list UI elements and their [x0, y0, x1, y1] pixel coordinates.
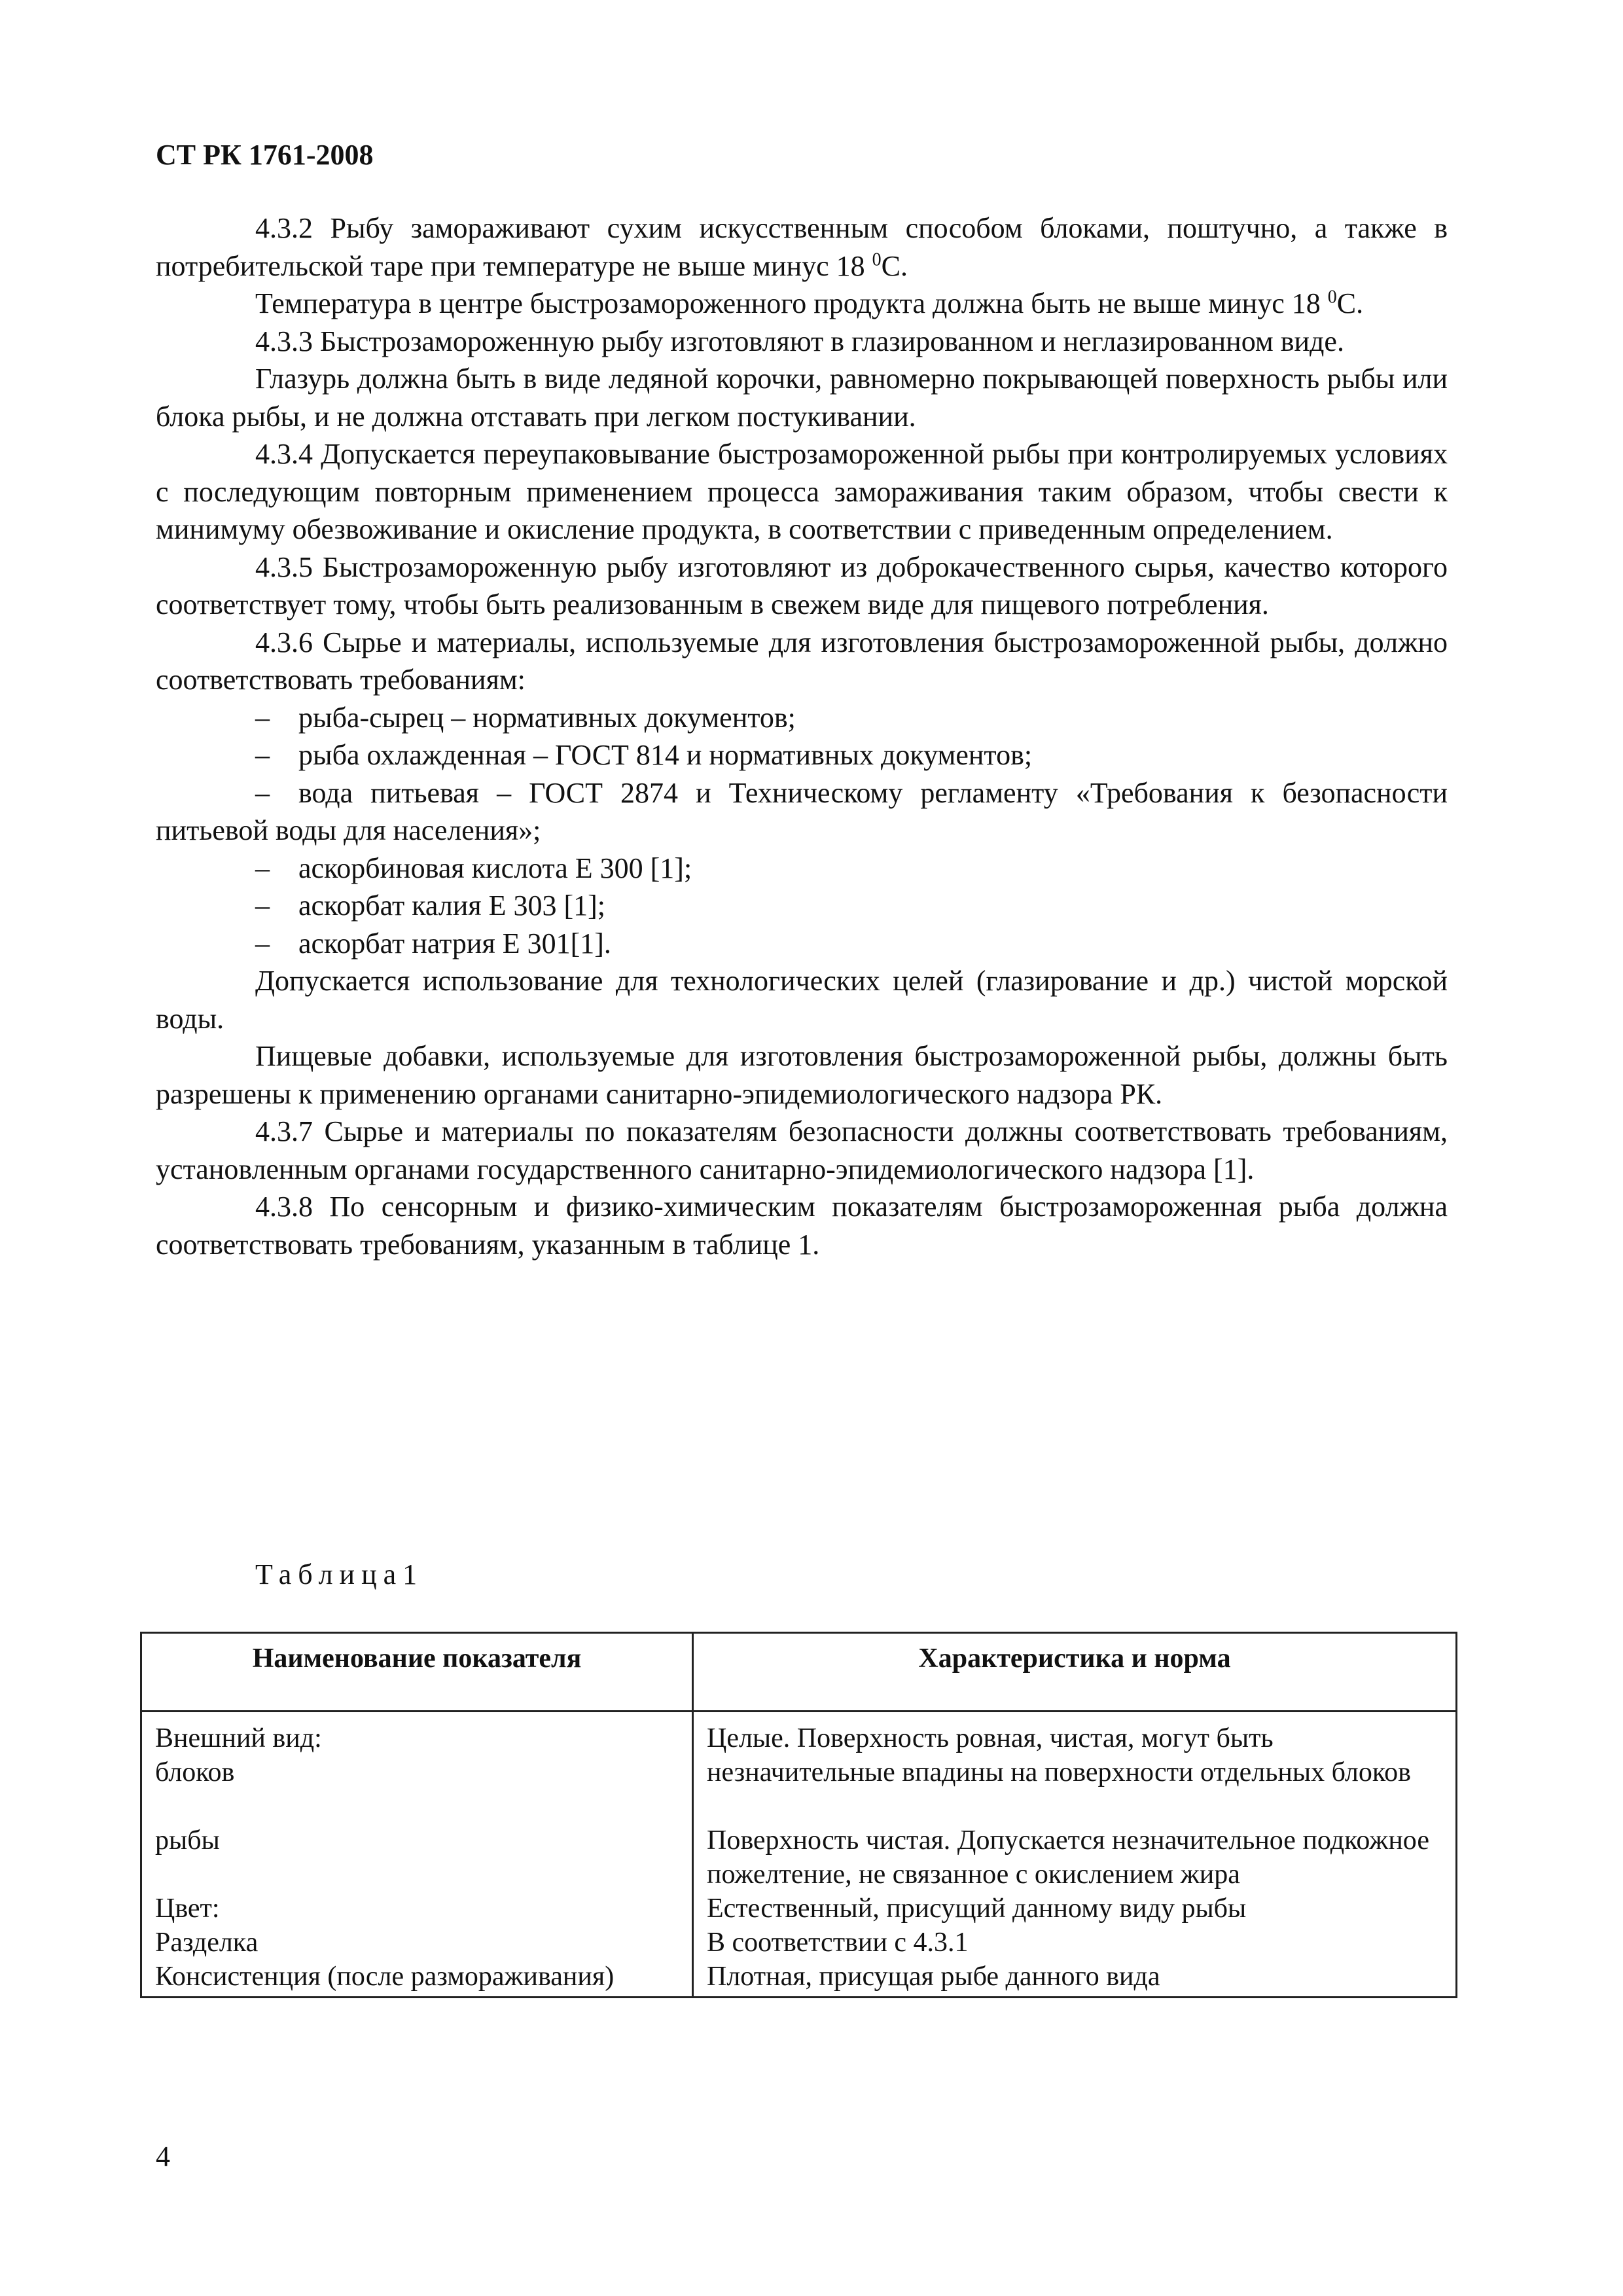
- paragraph-temperature-center: Температура в центре быстрозамороженного продукта должна быть не выше минус 18 $^0$С.: [255, 287, 1364, 319]
- row-name: блоков: [155, 1757, 235, 1787]
- degree-superscript: 0: [1327, 287, 1337, 308]
- table-row: [141, 1926, 1457, 1960]
- paragraph-4-3-6: 4.3.6 Сырье и материалы, используемые для изготовления быстрозамороженной рыбы, должно соответствовать требованиям:: [156, 626, 1448, 696]
- row-value: Плотная, присущая рыбе данного вида: [693, 1960, 1457, 1998]
- degree-superscript: 0: [872, 249, 882, 270]
- page-number: 4: [156, 2140, 170, 2172]
- table-row: [141, 1823, 1457, 1892]
- table-header-row: [141, 1633, 1457, 1712]
- table-caption: Таблица1: [255, 1558, 424, 1590]
- row-name: Консистенция (после размораживания): [141, 1960, 693, 1998]
- document-body: [156, 209, 1448, 1263]
- column-header-norm: Характеристика и норма: [693, 1633, 1457, 1712]
- paragraph-4-3-5: 4.3.5 Быстрозамороженную рыбу изготовляют из доброкачественного сырья, качество которого соответствует тому, чтобы быть реализованным в свежем виде для пищевого потребления.: [156, 550, 1448, 620]
- paragraph-4-3-7: 4.3.7 Сырье и материалы по показателям безопасности должны соответствовать требованиям, установленным органами государственного санитарно-эпидемиологического надзора [1].: [156, 1115, 1448, 1185]
- paragraph-food-additives: Пищевые добавки, используемые для изготовления быстрозамороженной рыбы, должны быть разрешены к применению органами санитарно-эпидемиологического надзора РК.: [156, 1040, 1448, 1110]
- table-row: [141, 1892, 1457, 1926]
- table-row: [141, 1960, 1457, 1998]
- list-item: – аскорбиновая кислота Е 300 [1];: [255, 852, 692, 884]
- paragraph-4-3-4: 4.3.4 Допускается переупаковывание быстрозамороженной рыбы при контролируемых условиях с последующим повторным применением процесса замораживания таким образом, чтобы свести к минимуму обезвоживание и окисление продукта, в соответствии с приведенным определением.: [156, 438, 1448, 545]
- row-name: Цвет:: [141, 1892, 693, 1926]
- list-item: – рыба-сырец – нормативных документов;: [255, 701, 796, 734]
- row-name: Разделка: [141, 1926, 693, 1960]
- row-value: В соответствии с 4.3.1: [693, 1926, 1457, 1960]
- row-value: Целые. Поверхность ровная, чистая, могут быть незначительные впадины на поверхности отдельных блоков: [707, 1723, 1411, 1787]
- row-name: Внешний вид:: [155, 1723, 322, 1753]
- list-item: – вода питьевая – ГОСТ 2874 и Техническому регламенту «Требования к безопасности питьевой воды для населения»;: [156, 776, 1448, 846]
- paragraph-4-3-8: 4.3.8 По сенсорным и физико-химическим показателям быстрозамороженная рыба должна соответствовать требованиям, указанным в таблице 1.: [156, 1191, 1448, 1261]
- paragraph-4-3-2: 4.3.2 Рыбу замораживают сухим искусственным способом блоками, поштучно, а также в потребительской таре при температуре не выше минус 18 $^0$С.: [156, 212, 1448, 282]
- row-value: Поверхность чистая. Допускается незначительное подкожное пожелтение, не связанное с окислением жира: [693, 1823, 1457, 1892]
- table-row: [141, 1712, 1457, 1824]
- paragraph-4-3-3: 4.3.3 Быстрозамороженную рыбу изготовляют в глазированном и неглазированном виде.: [255, 325, 1344, 357]
- column-header-indicator: Наименование показателя: [141, 1633, 693, 1712]
- document-code-header: СТ РК 1761-2008: [156, 139, 374, 171]
- row-name: рыбы: [141, 1823, 693, 1892]
- row-value: Естественный, присущий данному виду рыбы: [693, 1892, 1457, 1926]
- list-item: – аскорбат натрия Е 301[1].: [255, 927, 611, 960]
- list-item: – рыба охлажденная – ГОСТ 814 и нормативных документов;: [255, 739, 1033, 771]
- list-item: – аскорбат калия Е 303 [1];: [255, 889, 605, 922]
- indicators-table: [140, 1632, 1457, 1998]
- paragraph-glaze: Глазурь должна быть в виде ледяной корочки, равномерно покрывающей поверхность рыбы или блока рыбы, и не должна отставать при легком постукивании.: [156, 363, 1448, 433]
- paragraph-sea-water: Допускается использование для технологических целей (глазирование и др.) чистой морской воды.: [156, 965, 1448, 1035]
